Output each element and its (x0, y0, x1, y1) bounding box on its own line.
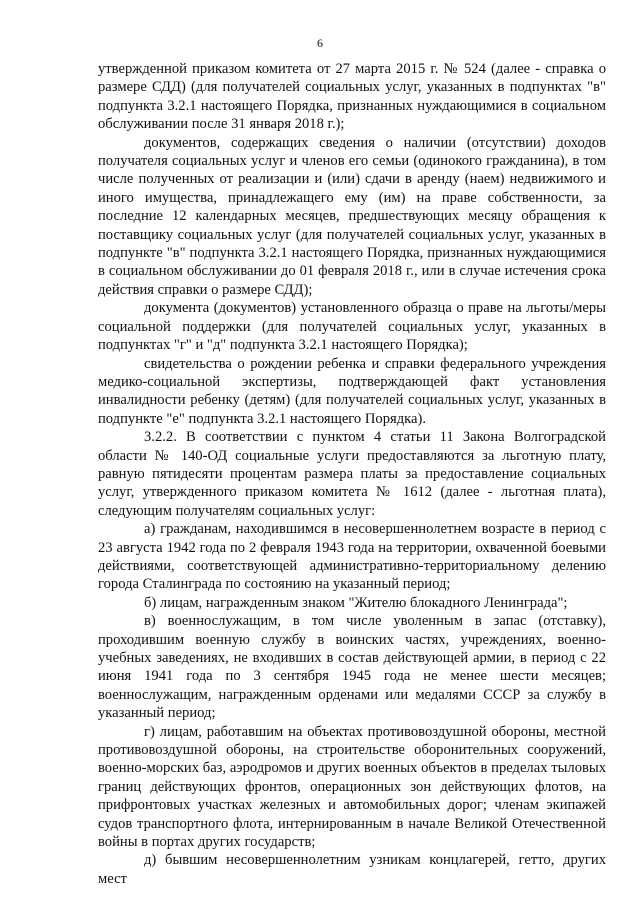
paragraph-birth-certificate: свидетельства о рождении ребенка и справки федерального учреждения медико-социальной экспертизы, подтверждающей факт установления инвалидности ребенку (детям) (для получателей социальных услуг, указанных в подпункте "е" подпункта 3.2.1 настоящего Порядка). (98, 355, 606, 427)
list-item-g: г) лицам, работавшим на объектах противовоздушной обороны, местной противовоздушной обороны, на строительстве оборонительных сооружений, военно-морских баз, аэродромов и других военных объектов в пределах тыловых границ действующих фронтов, операционных зон действующих флотов, на прифронтовых участках железных и автомобильных дорог; членам экипажей судов транспортного флота, интернированным в начале Великой Отечественной войны в портах других государств; (98, 723, 606, 851)
paragraph-benefit-documents: документа (документов) установленного образца о праве на льготы/меры социальной поддержки (для получателей социальных услуг, указанных в подпунктах "г" и "д" подпункта 3.2.1 настоящего Порядка); (98, 300, 606, 354)
paragraph-section-3-2-2: 3.2.2. В соответствии с пунктом 4 статьи 11 Закона Волгоградской области № 140-ОД социальные услуги предоставляются за льготную плату, равную пятидесяти процентам размера платы за предоставление социальных услуг, утвержденного приказом комитета № 1612 (далее - льготная плата), следующим получателям социальных услуг: (98, 429, 606, 519)
list-item-a: а) гражданам, находившимся в несовершеннолетнем возрасте в период с 23 августа 1942 года по 2 февраля 1943 года на территории, охваченной боевыми действиями, соответствующей административно-территориальному делению города Сталинграда по состоянию на указанный период; (98, 521, 606, 593)
list-item-d: д) бывшим несовершеннолетним узникам концлагерей, гетто, других мест (98, 852, 606, 887)
paragraph-income-documents: документов, содержащих сведения о наличии (отсутствии) доходов получателя социальных услуг и членов его семьи (одинокого гражданина), в том числе полученных от реализации и (или) сдачи в аренду (наем) недвижимого и иного имущества, принадлежащего ему (им) на праве собственности, за последние 12 календарных месяцев, предшествующих месяцу обращения к поставщику социальных услуг (для получателей социальных услуг, указанных в подпункте "в" подпункта 3.2.1 настоящего Порядка, признанных нуждающимися в социальном обслуживании до 01 февраля 2018 г., или в случае истечения срока действия справки о размере СДД); (98, 134, 606, 298)
document-body (98, 60, 606, 888)
list-item-b: б) лицам, награжденным знаком "Жителю блокадного Ленинграда"; (144, 594, 568, 611)
page-number: 6 (317, 36, 323, 50)
list-item-v: в) военнослужащим, в том числе уволенным в запас (отставку), проходившим военную службу в воинских частях, учреждениях, военно-учебных заведениях, не входивших в состав действующей армии, в период с 22 июня 1941 года по 3 сентября 1945 года не менее шести месяцев; военнослужащим, награжденным орденами или медалями СССР за службу в указанный период; (98, 613, 606, 722)
paragraph-continuation: утвержденной приказом комитета от 27 марта 2015 г. № 524 (далее - справка о размере СДД) (для получателей социальных услуг, указанных в подпунктах "в" подпункта 3.2.1 настоящего Порядка, признанных нуждающимися в социальном обслуживании после 31 января 2018 г.); (98, 61, 606, 133)
